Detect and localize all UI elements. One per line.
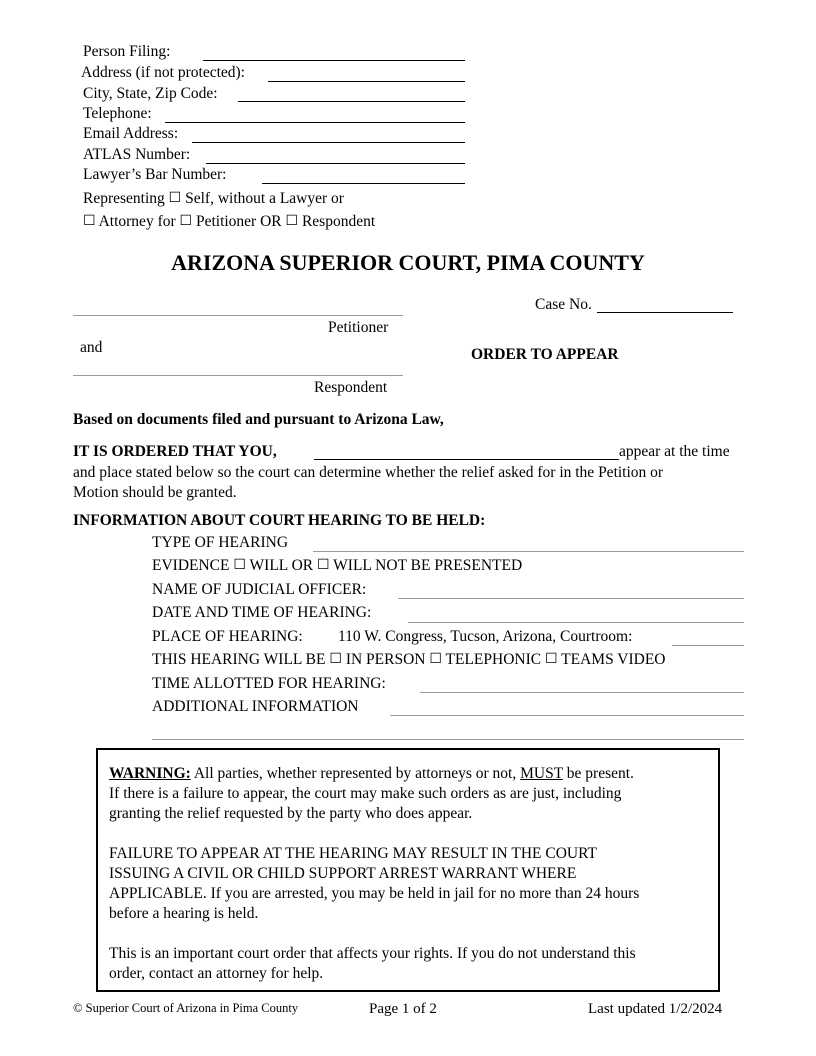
footer-copyright: © Superior Court of Arizona in Pima County <box>73 1001 299 1015</box>
petitioner-label: Petitioner <box>328 319 389 336</box>
person-filing-field[interactable] <box>203 60 465 61</box>
in-person-checkbox[interactable]: ☐ <box>329 652 342 667</box>
ordered-line-2: and place stated below so the court can determine whether the relief asked for in the Petition or <box>73 464 664 481</box>
type-of-hearing-label: TYPE OF HEARING <box>152 534 289 551</box>
self-checkbox[interactable]: ☐ <box>168 191 182 206</box>
teams-label: TEAMS VIDEO <box>561 651 666 668</box>
ordered-tail: appear at the time <box>619 443 730 460</box>
respondent-option-label: Respondent <box>301 213 376 230</box>
important-line-2: order, contact an attorney for help. <box>109 965 324 982</box>
time-allotted-label: TIME ALLOTTED FOR HEARING: <box>152 675 386 692</box>
representing-row <box>83 190 344 208</box>
self-label: Self, without a Lawyer or <box>185 190 344 207</box>
additional-info-field-2[interactable] <box>152 739 744 740</box>
additional-info-field[interactable] <box>390 715 744 716</box>
petitioner-option-label: Petitioner OR <box>195 213 282 230</box>
warning-label: WARNING: <box>109 765 191 782</box>
failure-line-3: APPLICABLE. If you are arrested, you may be held in jail for no more than 24 hours <box>109 885 640 902</box>
atlas-field[interactable] <box>206 163 465 164</box>
petitioner-checkbox[interactable]: ☐ <box>179 214 193 229</box>
evidence-will-not-checkbox[interactable]: ☐ <box>316 558 330 573</box>
important-line-1: This is an important court order that affects your rights. If you do not understand this <box>109 945 636 962</box>
address-label: Address (if not protected): <box>81 64 245 81</box>
person-filing-label: Person Filing: <box>83 43 171 60</box>
warning-box <box>96 748 720 992</box>
warning-line-3: granting the relief requested by the party who does appear. <box>109 805 473 822</box>
bar-number-label: Lawyer’s Bar Number: <box>83 166 227 183</box>
bar-number-field[interactable] <box>262 183 465 184</box>
email-label: Email Address: <box>83 125 179 142</box>
respondent-checkbox[interactable]: ☐ <box>285 214 299 229</box>
courtroom-field[interactable] <box>672 645 744 646</box>
ordered-line-3: Motion should be granted. <box>73 484 237 501</box>
attorney-label: Attorney for <box>98 213 176 230</box>
will-or-label: WILL OR <box>249 557 314 574</box>
email-field[interactable] <box>192 142 465 143</box>
warning-line-1 <box>109 764 709 784</box>
in-person-label: IN PERSON <box>345 651 426 668</box>
warning-text-a: All parties, whether represented by attorneys or not, <box>193 765 517 782</box>
telephone-field[interactable] <box>165 122 465 123</box>
ordered-name-field[interactable] <box>314 459 619 460</box>
will-not-label: WILL NOT BE PRESENTED <box>333 557 523 574</box>
failure-line-1: FAILURE TO APPEAR AT THE HEARING MAY RESULT IN THE COURT <box>109 845 597 862</box>
evidence-label: EVIDENCE <box>152 557 230 574</box>
warning-text-b: be present. <box>566 765 634 782</box>
city-state-zip-field[interactable] <box>238 101 465 102</box>
judicial-officer-field[interactable] <box>398 598 744 599</box>
case-no-field[interactable] <box>597 312 733 313</box>
city-state-zip-label: City, State, Zip Code: <box>83 85 218 102</box>
will-be-label: THIS HEARING WILL BE <box>152 651 326 668</box>
and-label: and <box>80 339 103 356</box>
representing-label: Representing <box>83 190 165 207</box>
based-on-text: Based on documents filed and pursuant to Arizona Law, <box>73 411 444 428</box>
case-no-label: Case No. <box>535 296 592 313</box>
doc-title: ORDER TO APPEAR <box>471 346 619 363</box>
time-allotted-field[interactable] <box>420 692 744 693</box>
footer-page: Page 1 of 2 <box>369 1001 437 1017</box>
telephonic-checkbox[interactable]: ☐ <box>429 652 442 667</box>
hearing-mode-row <box>152 651 666 669</box>
teams-checkbox[interactable]: ☐ <box>544 652 558 667</box>
telephonic-label: TELEPHONIC <box>445 651 542 668</box>
atlas-label: ATLAS Number: <box>83 146 191 163</box>
attorney-checkbox[interactable]: ☐ <box>83 214 96 229</box>
court-title: ARIZONA SUPERIOR COURT, PIMA COUNTY <box>171 250 645 275</box>
place-label: PLACE OF HEARING: <box>152 628 303 645</box>
address-field[interactable] <box>268 81 465 82</box>
place-value: 110 W. Congress, Tucson, Arizona, Courtroom: <box>338 628 633 645</box>
failure-line-4: before a hearing is held. <box>109 905 259 922</box>
petitioner-name-field[interactable] <box>73 315 403 316</box>
respondent-label: Respondent <box>314 379 388 396</box>
telephone-label: Telephone: <box>83 105 152 122</box>
warning-line-2: If there is a failure to appear, the court may make such orders as are just, including <box>109 785 622 802</box>
must-text: MUST <box>520 765 563 782</box>
type-of-hearing-field[interactable] <box>313 551 744 552</box>
footer-updated: Last updated 1/2/2024 <box>588 1001 723 1017</box>
hearing-info-heading: INFORMATION ABOUT COURT HEARING TO BE HELD: <box>73 512 486 529</box>
date-time-field[interactable] <box>408 622 744 623</box>
evidence-row <box>152 557 522 575</box>
ordered-lead: IT IS ORDERED THAT YOU, <box>73 443 277 460</box>
attorney-row <box>83 213 375 231</box>
date-time-label: DATE AND TIME OF HEARING: <box>152 604 372 621</box>
failure-line-2: ISSUING A CIVIL OR CHILD SUPPORT ARREST WARRANT WHERE <box>109 865 577 882</box>
judicial-officer-label: NAME OF JUDICIAL OFFICER: <box>152 581 367 598</box>
respondent-name-field[interactable] <box>73 375 403 376</box>
evidence-will-checkbox[interactable]: ☐ <box>233 558 246 573</box>
additional-info-label: ADDITIONAL INFORMATION <box>152 698 359 715</box>
